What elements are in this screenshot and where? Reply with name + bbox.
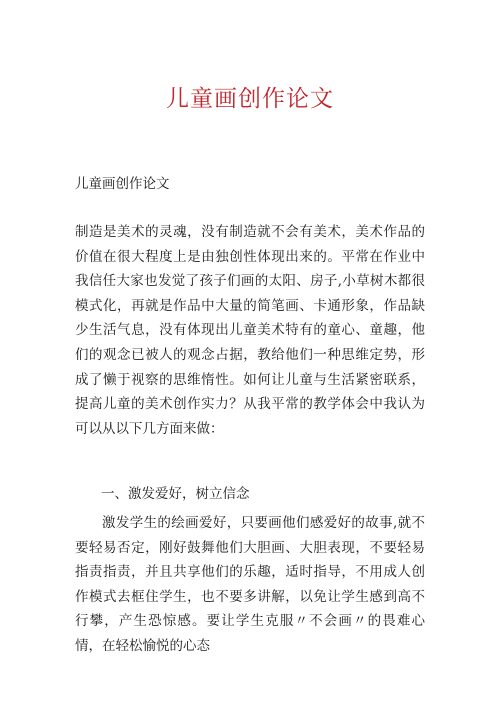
paragraph-section-1: 激发学生的绘画爱好，只要画他们感爱好的故事,就不要轻易否定，刚好鼓舞他们大胆画、大胆表现，不要轻易指责指责，并且共享他们的乐趣，适时指导，不用成人创作模式去框住学生，也不要多讲解，以免让学生感到高不行攀，产生恐惊感。要让学生克服〃不会画〃的畏难心情，在轻松愉悦的心态 xyxy=(75,515,425,654)
paragraph-intro: 制造是美术的灵魂，没有制造就不会有美术，美术作品的价值在很大程度上是由独创性体现出来的。平常在作业中我信任大家也发觉了孩子们画的太阳、房子,小草树木都很模式化，再就是作品中大量的简笔画、卡通形象，作品缺少生活气息，没有体现出儿童美术特有的童心、童趣，他们的观念已被人的观念占据，教给他们一种思维定势，形成了懒于视察的思维惰性。如何让儿童与生活紧密联系，提高儿童的美术创作实力？从我平常的教学体会中我认为可以从以下几方面来做： xyxy=(75,224,425,437)
document-title: 儿童画创作论文 xyxy=(166,86,334,112)
section-heading-1: 一、激发爱好，树立信念 xyxy=(101,486,250,502)
document-subtitle: 儿童画创作论文 xyxy=(75,176,170,192)
